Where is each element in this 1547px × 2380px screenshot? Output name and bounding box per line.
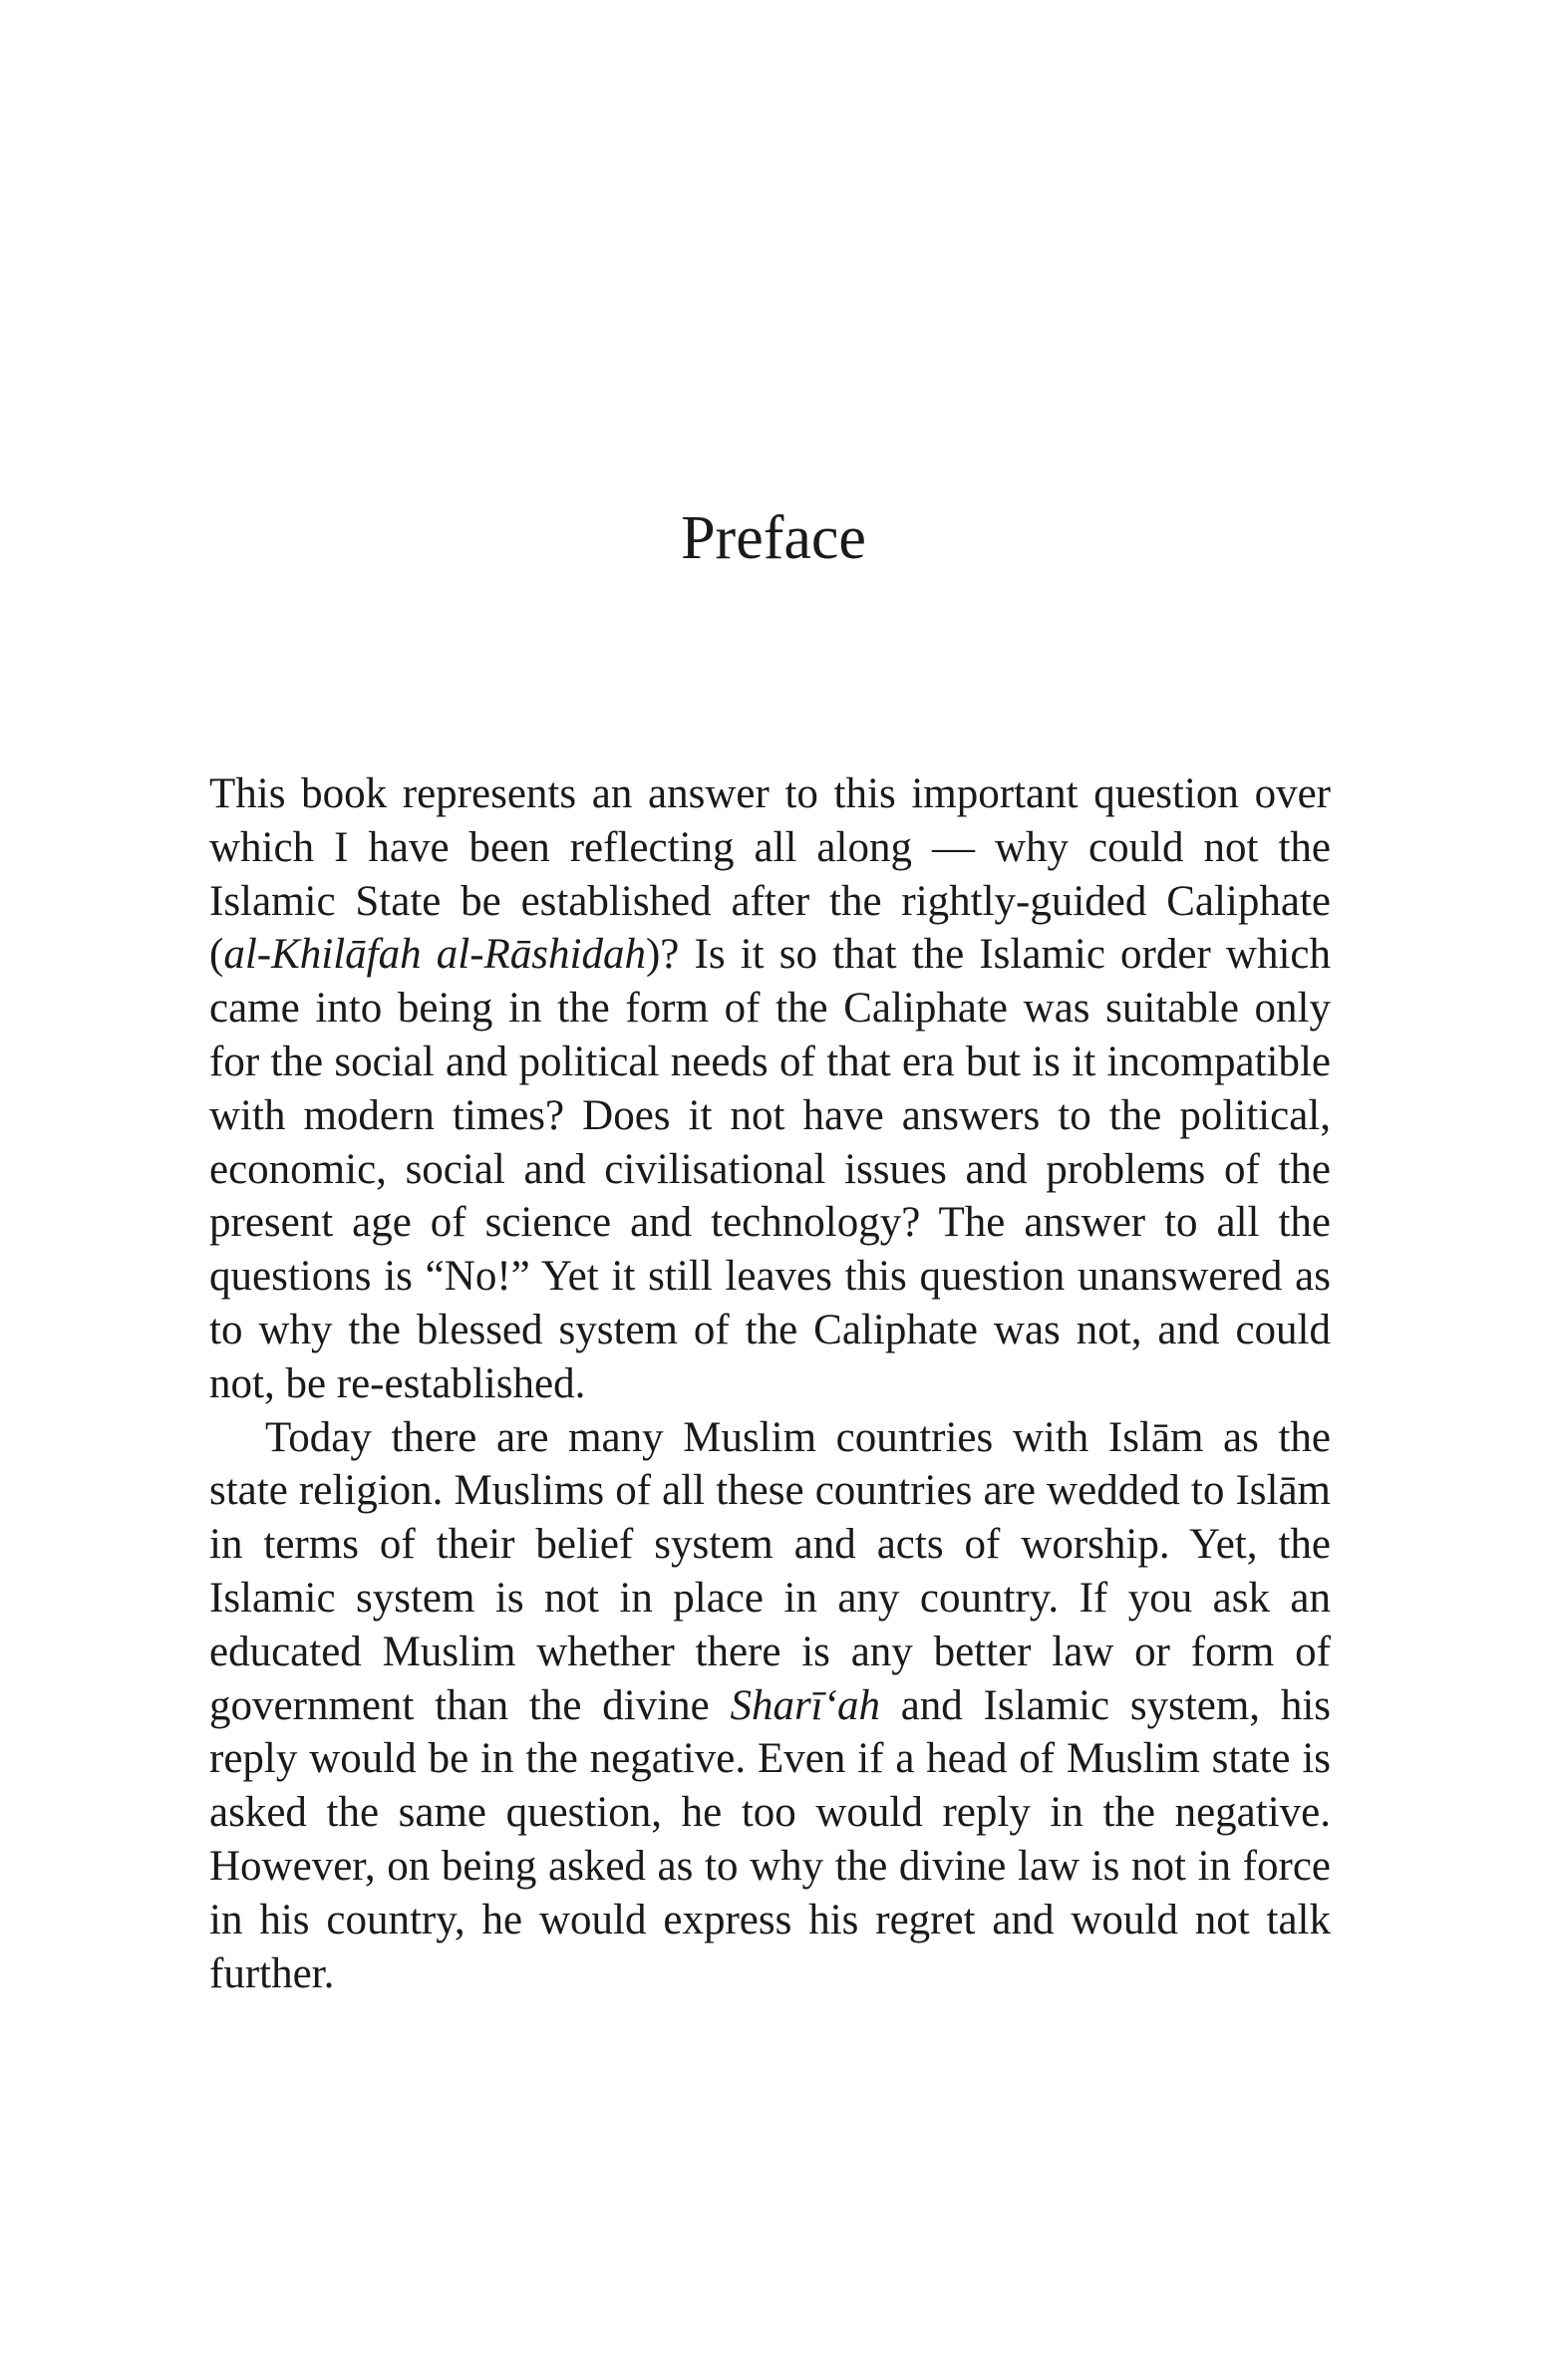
paragraph-1-text-b: )? Is it so that the Islamic order which came into being in the form of the Caliphate was suitable only for the social and political needs of that era but is it incompatible with modern times? Does it not have answers to the political, economic, social and civilisational issues and problems of the present age of science and technology? The answer to all the questions is “No!” Yet it still leaves this question unanswered as to why the blessed system of the Caliphate was not, and could not, be re-established.: [209, 931, 1331, 1407]
preface-body: [209, 767, 1331, 2000]
paragraph-2-text-a: Today there are many Muslim countries with Islām as the state religion. Muslims of all these countries are wedded to Islām in terms of their belief system and acts of worship. Yet, the Islamic system is not in place in any country. If you ask an educated Muslim whether there is any better law or form of government than the divine: [209, 1413, 1331, 1729]
paragraph-1-text-a: This book represents an answer to this important question over which I have been reflecting all along — why could not the Islamic State be established after the rightly-guided Caliphate (: [209, 770, 1331, 979]
paragraph-2-text-b: and Islamic system, his reply would be in the negative. Even if a head of Muslim state is asked the same question, he too would reply in the negative. However, on being asked as to why the divine law is not in force in his country, he would express his regret and would not talk further.: [209, 1681, 1331, 1997]
paragraph-1: [209, 767, 1331, 1411]
page-title: Preface: [681, 504, 866, 572]
paragraph-2: [209, 1411, 1331, 2001]
paragraph-1-italic-term: al-Khilāfah al-Rāshidah: [223, 931, 646, 979]
paragraph-2-italic-term: Sharī‘ah: [730, 1681, 880, 1729]
